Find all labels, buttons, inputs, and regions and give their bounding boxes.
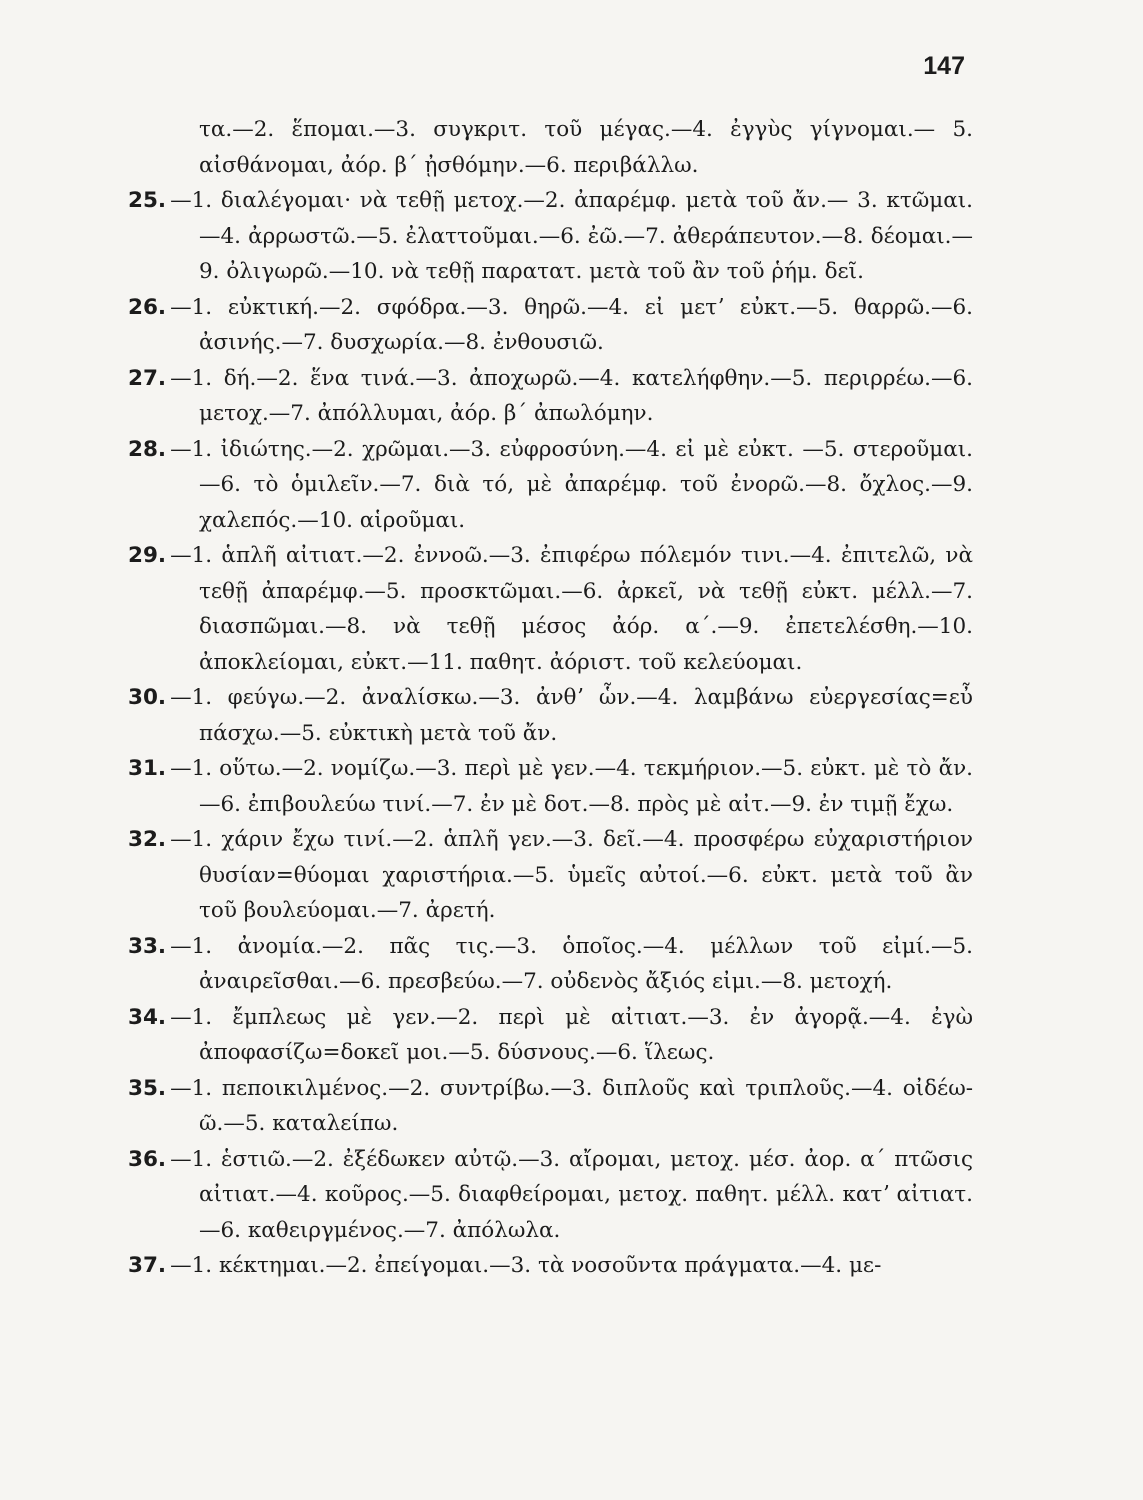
entry-text: —1. κέκτημαι.—2. ἐπείγομαι.—3. τὰ νοσοῦντα πράγματα.—4. με- [170, 1253, 882, 1278]
entry-number: 36. [128, 1146, 167, 1172]
entry-text: —1. οὕτω.—2. νομίζω.—3. περὶ μὲ γεν.—4. τεκμήριον.—5. εὐκτ. μὲ τὸ ἄν.—6. ἐπιβουλεύω τινί.—7. ἐν μὲ δοτ.—8. πρὸς μὲ αἰτ.—9. ἐν τιμῇ ἔχω. [170, 756, 973, 817]
entry-25 [128, 183, 973, 290]
entry-text: —1. ἁπλῆ αἰτιατ.—2. ἐννοῶ.—3. ἐπιφέρω πόλεμόν τινι.—4. ἐπιτελῶ, νὰ τεθῇ ἀπαρέμφ.—5. προσκτῶμαι.—6. ἀρκεῖ, νὰ τεθῇ εὐκτ. μέλλ.—7. διασπῶμαι.—8. νὰ τεθῇ μέσος ἀόρ. α´.—9. ἐπετελέσθη.—10. ἀποκλείομαι, εὐκτ.—11. παθητ. ἀόριστ. τοῦ κελεύομαι. [170, 543, 973, 675]
entry-number: 26. [128, 294, 167, 320]
entry-26 [128, 290, 973, 361]
entry-27 [128, 361, 973, 432]
entry-31 [128, 751, 973, 822]
entry-text: 5. αἰσθάνομαι, ἀόρ. β´ ᾐσθόμην.—6. περιβάλλω. [199, 117, 973, 178]
entry-text: 3. κτῶμαι.—4. ἀρρωστῶ.—5. ἐλαττοῦμαι.—6. ἐῶ.—7. ἀθεράπευτον.—8. δέομαι.—9. ὀλιγωρῶ.—10. νὰ τεθῇ παρατατ. μετὰ [199, 188, 973, 284]
entry-33 [128, 929, 973, 1000]
entry-text: —1. εὐκτική.—2. σφόδρα.—3. θηρῶ.—4. εἰ μετʼ εὐκτ.—5. θαρρῶ.—6. ἀσινής.—7. δυσχωρία.—8. ἐνθουσιῶ. [170, 294, 973, 355]
entry-number: 29. [128, 543, 167, 568]
entry-29 [128, 538, 973, 680]
entry-number: 32. [128, 827, 167, 852]
entry-text: —1. χάριν ἔχω τινί.—2. ἁπλῆ γεν.—3. δεῖ.—4. προσφέρω εὐχαριστήριον θυσίαν=θύομαι χαριστήρια.—5. ὑμεῖς αὐτοί.—6. εὐκτ. μετὰ τοῦ ἂν τοῦ βουλεύομαι.—7. ἀρετή. [170, 827, 973, 923]
entry-28 [128, 432, 973, 539]
answer-key-text [128, 112, 973, 1284]
entry-number: 30. [128, 685, 167, 710]
entry-number: 33. [128, 933, 167, 959]
entry-number: 35. [128, 1075, 167, 1101]
entry-number: 34. [128, 1004, 167, 1030]
entry-number: 28. [128, 436, 167, 462]
entry-text: τοῦ ἂν τοῦ ῥήμ. δεῖ. [647, 259, 864, 284]
entry-32 [128, 822, 973, 929]
entry-text: —1. ἑστιῶ.—2. ἐξέδωκεν αὐτῷ.—3. αἴρομαι, μετοχ. μέσ. ἀορ. α´ πτῶσις αἰτιατ.—4. κοῦρος.—5. διαφθείρομαι, μετοχ. παθητ. μέλλ. κατʼ αἰτιατ.—6. καθειργμένος.—7. ἀπόλωλα. [170, 1146, 973, 1243]
entry-number: 37. [128, 1253, 167, 1278]
entry-text: —1. πεποικιλμένος.—2. συντρίβω.—3. διπλοῦς καὶ τριπλοῦς.—4. οἰδέω-ῶ.—5. καταλείπω. [170, 1075, 973, 1136]
entry-text: —1. διαλέγομαι· νὰ τεθῇ μετοχ.—2. ἀπαρέμφ. μετὰ τοῦ ἄν.— [170, 188, 849, 213]
entry-text: —1. δή.—2. ἕνα τινά.—3. ἀποχωρῶ.—4. κατελήφθην.—5. περιρρέω.—6. μετοχ.—7. ἀπόλλυμαι, ἀόρ. β´ ἀπωλόμην. [170, 365, 973, 426]
entry-text: —1. ἰδιώτης.—2. χρῶμαι.—3. εὐφροσύνη.—4. εἰ μὲ εὐκτ. —5. στεροῦμαι.—6. τὸ ὁμιλεῖν.—7. διὰ τό, μὲ ἀπαρέμφ. τοῦ ἐνορῶ.—8. ὄχλος.—9. χαλεπός.—10. αἱροῦμαι. [170, 436, 973, 533]
entry-34 [128, 1000, 973, 1071]
entry-number: 27. [128, 365, 167, 391]
entry-35 [128, 1071, 973, 1142]
entry-text: τα.—2. ἕπομαι.—3. συγκριτ. τοῦ μέγας.—4. ἐγγὺς γίγνομαι.— [199, 117, 936, 142]
entry-text: —1. ἀνομία.—2. πᾶς τις.—3. ὁποῖος.—4. μέλλων τοῦ εἰμί.—5. ἀναιρεῖσθαι.—6. πρεσβεύω.—7. οὐδενὸς ἄξιός εἰμι.—8. μετοχή. [170, 933, 973, 994]
entry-text: —1. ἔμπλεως μὲ γεν.—2. περὶ μὲ αἰτιατ.—3. ἐν ἀγορᾷ.—4. ἐγὼ ἀποφασίζω=δοκεῖ μοι.—5. δύσνους.—6. ἵλεως. [170, 1004, 973, 1065]
entry-30 [128, 680, 973, 751]
entry-text: —1. φεύγω.—2. ἀναλίσκω.—3. ἀνθʼ ὧν.—4. λαμβάνω εὐεργεσίας=εὖ πάσχω.—5. εὐκτικὴ μετὰ τοῦ ἄν. [170, 685, 973, 746]
entry-number: 25. [128, 188, 167, 213]
entry-36 [128, 1142, 973, 1249]
entry-37 [128, 1248, 973, 1284]
entry-number: 31. [128, 756, 167, 781]
entry-24-continuation [128, 112, 973, 183]
page-number: 147 [923, 52, 965, 80]
